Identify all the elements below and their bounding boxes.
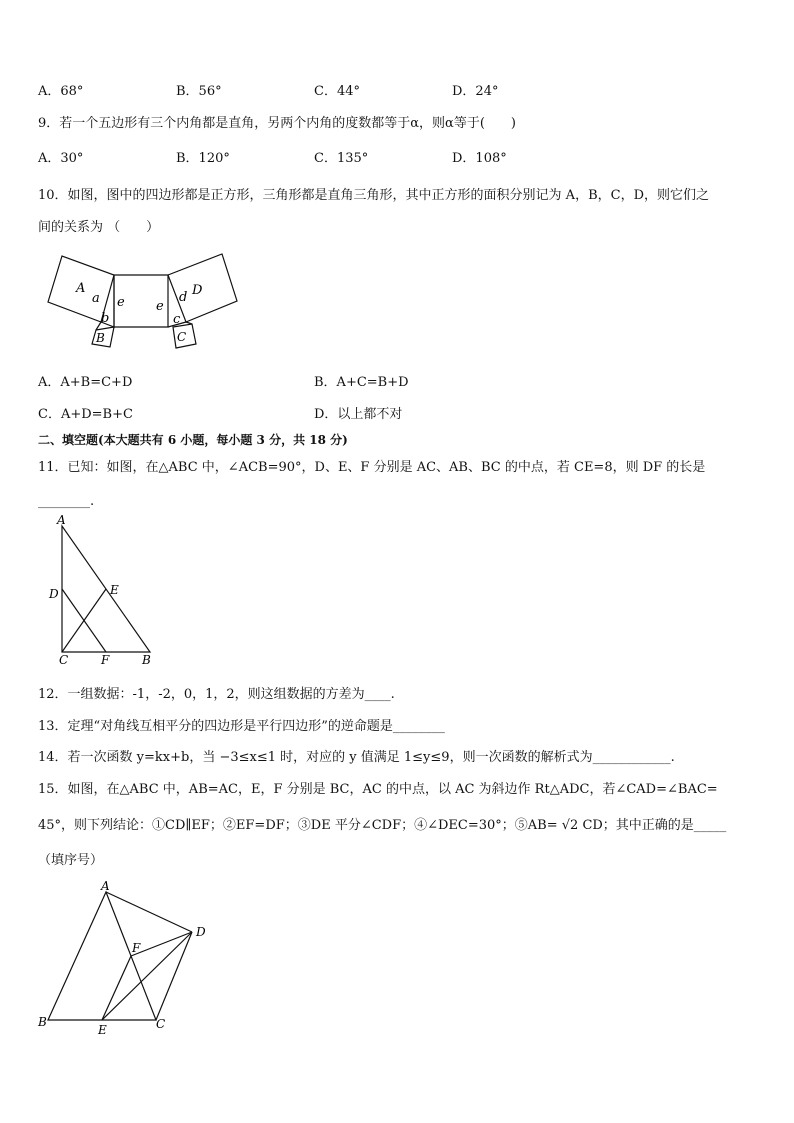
section-heading: 二、填空题(本大题共有 6 小题，每小题 3 分，共 18 分): [38, 433, 348, 447]
q10-label-d-lower: d: [179, 290, 188, 305]
q8-option-d: D．24°: [452, 84, 499, 99]
q11-label-d: D: [49, 587, 59, 601]
q10-label-a-upper: A: [76, 281, 86, 296]
q10-label-b-upper: B: [96, 331, 105, 345]
q9-option-b: B．120°: [176, 151, 230, 166]
q10-stem-line2: 间的关系为 （ ）: [38, 220, 160, 235]
q11-stem-line1: 11．已知：如图，在△ABC 中，∠ACB=90°，D、E、F 分别是 AC、AB、BC 的中点，若 CE=8，则 DF 的长是: [38, 460, 706, 475]
q11-label-f: F: [101, 653, 110, 667]
q12-stem: 12．一组数据：-1，-2，0，1，2，则这组数据的方差为____.: [38, 687, 395, 702]
q10-label-c-upper: C: [177, 330, 187, 344]
q14-stem: 14．若一次函数 y=kx+b，当 −3≤x≤1 时，对应的 y 值满足 1≤y≤9，则一次函数的解析式为____________.: [38, 750, 675, 765]
q15-label-a: A: [101, 879, 110, 893]
q15-segment-ef: [102, 956, 131, 1020]
q15-label-c: C: [156, 1017, 166, 1031]
q11-label-e: E: [110, 583, 119, 597]
q10-squares-figure: [40, 250, 240, 350]
q15-segment-de: [102, 932, 192, 1020]
q11-label-b: B: [142, 653, 151, 667]
q15-label-d: D: [196, 925, 206, 939]
q15-stem-line1: 15．如图，在△ABC 中，AB=AC，E，F 分别是 BC，AC 的中点，以 AC 为斜边作 Rt△ADC，若∠CAD=∠BAC=: [38, 782, 718, 797]
q15-label-e: E: [98, 1023, 107, 1037]
q15-segment-dc: [156, 932, 192, 1020]
q10-option-d: D．以上都不对: [314, 407, 403, 422]
q10-option-b: B．A+C=B+D: [314, 375, 409, 390]
q10-label-e-left: e: [117, 295, 125, 310]
q9-stem: 9．若一个五边形有三个内角都是直角，另两个内角的度数都等于α，则α等于( ): [38, 116, 516, 131]
q11-stem-line2: ________.: [38, 494, 95, 509]
q8-option-a: A．68°: [38, 84, 84, 99]
q10-label-a-lower: a: [92, 291, 100, 306]
q10-label-c-lower: c: [173, 312, 181, 327]
q15-triangle-abc: [48, 892, 156, 1020]
q11-label-a: A: [57, 513, 66, 527]
q15-stem-line3: （填序号）: [38, 853, 104, 868]
q15-figure: [36, 878, 216, 1038]
q15-stem-line2: 45°，则下列结论：①CD∥EF；②EF=DF；③DE 平分∠CDF；④∠DEC=30°；⑤AB= √2 CD；其中正确的是_____: [38, 818, 727, 833]
q13-stem: 13．定理“对角线互相平分的四边形是平行四边形”的逆命题是________: [38, 719, 445, 734]
q11-triangle-figure: [44, 512, 164, 672]
q10-label-b-lower: b: [101, 311, 110, 326]
q9-option-a: A．30°: [38, 151, 84, 166]
q8-option-c: C．44°: [314, 84, 360, 99]
q9-option-c: C．135°: [314, 151, 369, 166]
q11-label-c: C: [59, 653, 69, 667]
q15-label-b: B: [38, 1015, 47, 1029]
q10-option-a: A．A+B=C+D: [38, 375, 133, 390]
q10-label-e-right: e: [156, 299, 164, 314]
q10-option-c: C．A+D=B+C: [38, 407, 133, 422]
q15-label-f: F: [132, 941, 141, 955]
q8-option-b: B．56°: [176, 84, 222, 99]
q10-stem-line1: 10．如图，图中的四边形都是正方形，三角形都是直角三角形，其中正方形的面积分别记为 A，B，C，D，则它们之: [38, 188, 709, 203]
q10-label-d-upper: D: [192, 283, 203, 298]
q9-option-d: D．108°: [452, 151, 507, 166]
